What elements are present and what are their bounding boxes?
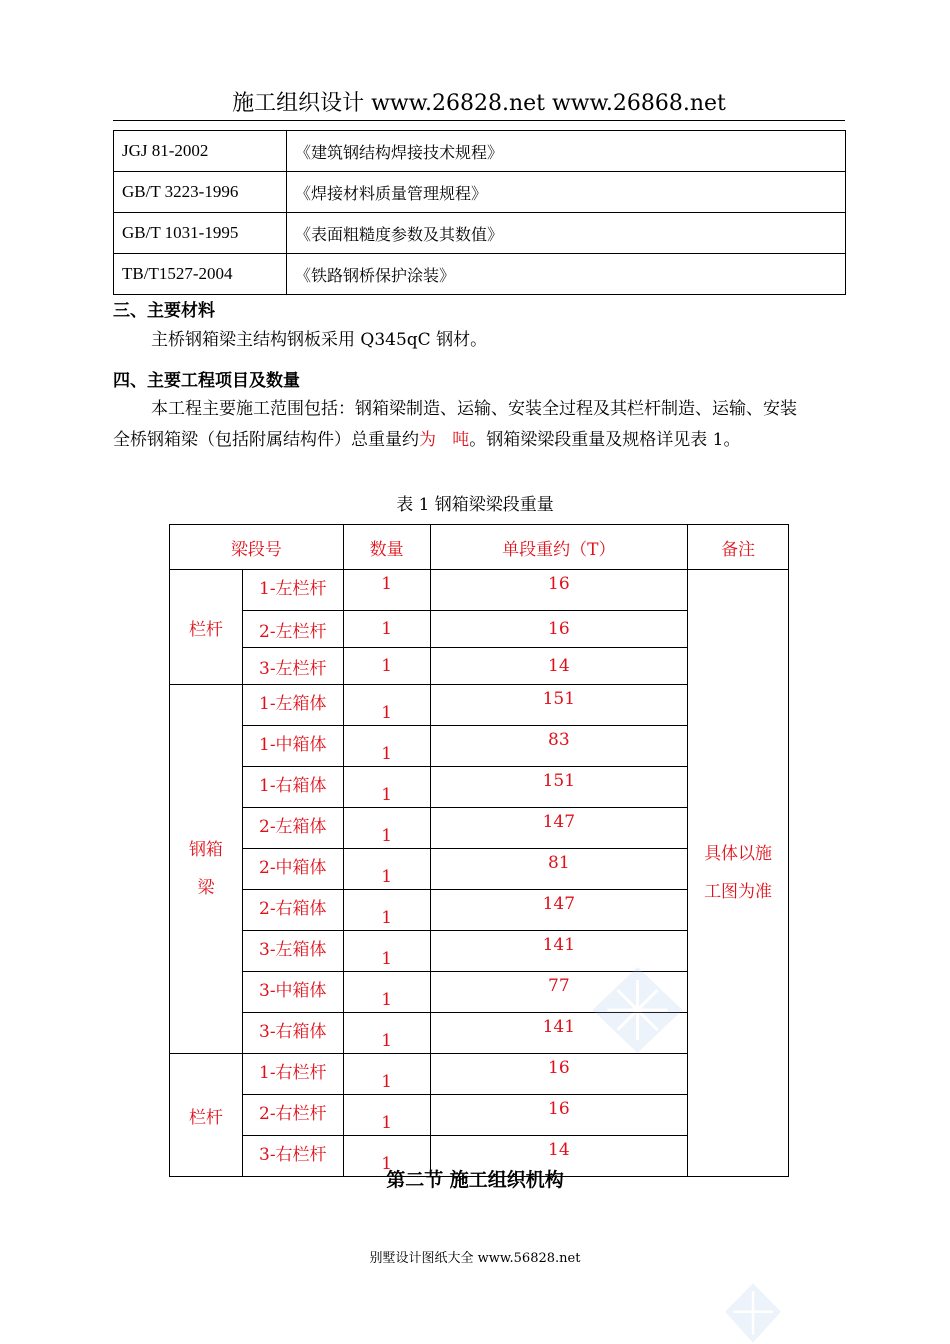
segment-name: 2-右箱体: [242, 890, 343, 931]
segment-qty: 1: [343, 972, 430, 1013]
header-qty: 数量: [343, 525, 430, 570]
page-header: 施工组织设计 www.26828.net www.26868.net: [113, 88, 845, 121]
segment-qty: 1: [343, 611, 430, 648]
segment-name: 2-左栏杆: [242, 611, 343, 648]
segment-qty: 1: [343, 1136, 430, 1177]
header-segment: 梁段号: [170, 525, 344, 570]
page-footer: 别墅设计图纸大全 www.56828.net: [369, 1251, 581, 1266]
segment-name: 2-左箱体: [242, 808, 343, 849]
segment-name: 3-左栏杆: [242, 648, 343, 685]
segment-qty: 1: [343, 849, 430, 890]
table-row: [170, 570, 789, 611]
table-caption: 表 1 钢箱梁梁段重量: [396, 495, 554, 515]
header-remark: 备注: [688, 525, 789, 570]
segment-weight: 141: [430, 931, 688, 972]
table-header-row: [170, 525, 789, 570]
weight-placeholder: 为 吨: [419, 430, 470, 450]
watermark-logo-icon: [585, 965, 690, 1055]
segment-name: 1-左箱体: [242, 685, 343, 726]
segment-name: 1-左栏杆: [242, 570, 343, 611]
segment-qty: 1: [343, 890, 430, 931]
group-box-girder: 钢箱 梁: [170, 685, 243, 1054]
segment-weight: 147: [430, 808, 688, 849]
remark-cell: 具体以施 工图为准: [688, 570, 789, 1177]
table-row: [114, 213, 846, 254]
header-weight: 单段重约（T）: [430, 525, 688, 570]
segment-weight: 14: [430, 1136, 688, 1177]
segment-qty: 1: [343, 685, 430, 726]
group-railing-left: 栏杆: [170, 570, 243, 685]
weight-table: [169, 524, 789, 1177]
standard-code: GB/T 3223-1996: [114, 172, 287, 213]
standard-name: 《建筑钢结构焊接技术规程》: [287, 131, 846, 172]
segment-qty: 1: [343, 648, 430, 685]
segment-weight: 16: [430, 611, 688, 648]
segment-weight: 14: [430, 648, 688, 685]
segment-name: 3-左箱体: [242, 931, 343, 972]
scope-line-2: [113, 425, 845, 456]
standard-code: JGJ 81-2002: [114, 131, 287, 172]
materials-text: 主桥钢箱梁主结构钢板采用 Q345qC 钢材。: [151, 330, 488, 350]
segment-weight: 77: [430, 972, 688, 1013]
segment-name: 2-中箱体: [242, 849, 343, 890]
standard-code: TB/T1527-2004: [114, 254, 287, 295]
segment-weight: 151: [430, 767, 688, 808]
segment-weight: 83: [430, 726, 688, 767]
segment-qty: 1: [343, 767, 430, 808]
segment-qty: 1: [343, 931, 430, 972]
segment-name: 1-右箱体: [242, 767, 343, 808]
segment-weight: 151: [430, 685, 688, 726]
table-row: [114, 254, 846, 295]
segment-qty: 1: [343, 808, 430, 849]
segment-name: 1-右栏杆: [242, 1054, 343, 1095]
scope-line-1: 本工程主要施工范围包括：钢箱梁制造、运输、安装全过程及其栏杆制造、运输、安装: [151, 399, 797, 419]
standard-name: 《焊接材料质量管理规程》: [287, 172, 846, 213]
segment-name: 3-右箱体: [242, 1013, 343, 1054]
segment-weight: 16: [430, 1054, 688, 1095]
standard-code: GB/T 1031-1995: [114, 213, 287, 254]
segment-qty: 1: [343, 1095, 430, 1136]
group-railing-right: 栏杆: [170, 1054, 243, 1177]
watermark-logo-icon: [722, 1282, 784, 1344]
section-heading-quantities: 四、主要工程项目及数量: [113, 371, 300, 391]
segment-weight: 81: [430, 849, 688, 890]
segment-qty: 1: [343, 726, 430, 767]
segment-qty: 1: [343, 570, 430, 611]
segment-name: 3-中箱体: [242, 972, 343, 1013]
standards-table: [113, 130, 846, 295]
section-heading-materials: 三、主要材料: [113, 301, 215, 321]
segment-name: 2-右栏杆: [242, 1095, 343, 1136]
segment-qty: 1: [343, 1054, 430, 1095]
standard-name: 《铁路钢桥保护涂装》: [287, 254, 846, 295]
table-row: [114, 172, 846, 213]
scope-text-end: 。钢箱梁梁段重量及规格详见表 1。: [469, 430, 741, 450]
scope-text: 全桥钢箱梁（包括附属结构件）总重量约: [113, 430, 419, 450]
segment-name: 1-中箱体: [242, 726, 343, 767]
segment-weight: 16: [430, 1095, 688, 1136]
scope-paragraph: [113, 394, 845, 456]
segment-name: 3-右栏杆: [242, 1136, 343, 1177]
standard-name: 《表面粗糙度参数及其数值》: [287, 213, 846, 254]
segment-qty: 1: [343, 1013, 430, 1054]
table-row: [114, 131, 846, 172]
section-title: 第二节 施工组织机构: [386, 1169, 564, 1191]
segment-weight: 16: [430, 570, 688, 611]
segment-weight: 147: [430, 890, 688, 931]
segment-weight: 141: [430, 1013, 688, 1054]
